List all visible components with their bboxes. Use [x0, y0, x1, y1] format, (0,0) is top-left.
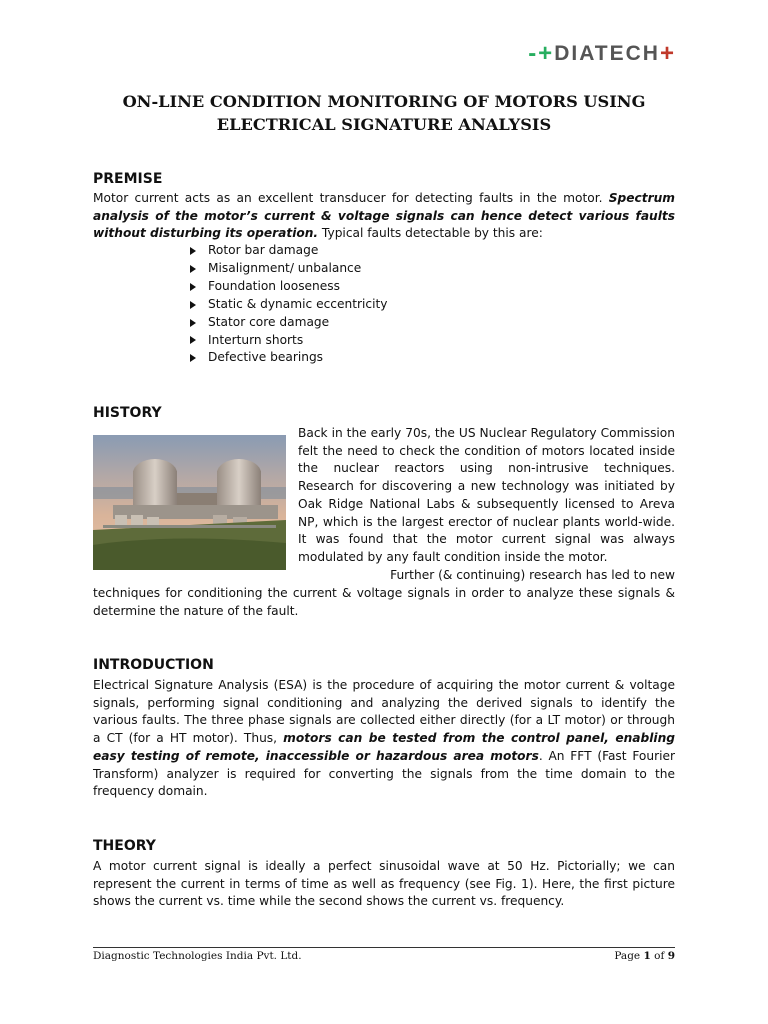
introduction-text-emphasis: motors can be tested from the control panel, enabling easy testing of remote, inaccessible or hazardous area motors	[93, 731, 676, 763]
logo-plus-icon: -+	[528, 40, 555, 67]
title-line-2: ELECTRICAL SIGNATURE ANALYSIS	[216, 115, 552, 134]
footer-divider	[93, 947, 675, 948]
introduction-paragraph	[93, 677, 675, 801]
bullet-triangle-icon	[190, 247, 196, 255]
list-item-label: Interturn shorts	[208, 332, 304, 347]
history-text-wide-a: Further (& continuing) research has led to new	[390, 568, 675, 582]
premise-heading: PREMISE	[93, 171, 163, 187]
premise-text-emphasis: Spectrum analysis of the motor’s current & voltage signals can hence detect various faults without disturbing its operation.	[93, 191, 675, 241]
document-title	[93, 90, 675, 136]
list-item-label: Rotor bar damage	[208, 243, 319, 257]
page-current: 1	[643, 950, 651, 962]
premise-paragraph	[93, 190, 675, 243]
title-line-1: ON-LINE CONDITION MONITORING OF MOTORS USING	[122, 92, 646, 111]
history-paragraph-wide: techniques for conditioning the current & voltage signals in order to analyze these signals & determine the nature of the fault.	[93, 586, 675, 618]
premise-text-a: Motor current acts as an excellent transducer for detecting faults in the motor.	[93, 191, 609, 205]
list-item	[190, 242, 387, 260]
company-logo	[528, 42, 676, 66]
list-item	[190, 260, 387, 278]
premise-text-c: Typical faults detectable by this are:	[318, 226, 543, 241]
list-item	[190, 314, 387, 332]
fault-list	[190, 242, 387, 367]
logo-text: DIATECH	[554, 42, 660, 65]
page-label: Page	[614, 950, 644, 962]
bullet-triangle-icon	[190, 283, 196, 291]
introduction-text-a: Electrical Signature Analysis (ESA) is the procedure of acquiring the motor current & voltage signals, performing signal conditioning and analyzing the derived signals to identify the various faults. The three phase signals are collected either directly (for a LT motor) or through a CT (for a HT motor). Thus,	[93, 678, 675, 746]
bullet-triangle-icon	[190, 336, 196, 344]
introduction-text-c: . An FFT (Fast Fourier Transform) analyzer is required for converting the signals from the time domain to the frequency domain.	[93, 748, 675, 799]
nuclear-plant-image	[93, 435, 286, 570]
introduction-heading: INTRODUCTION	[93, 657, 214, 673]
footer-company: Diagnostic Technologies India Pvt. Ltd.	[93, 950, 302, 962]
list-item	[190, 278, 387, 296]
page-total: 9	[667, 950, 675, 962]
bullet-triangle-icon	[190, 319, 196, 327]
history-heading: HISTORY	[93, 405, 162, 421]
history-paragraph-continuation	[93, 567, 675, 585]
list-item-label: Static & dynamic eccentricity	[208, 296, 388, 311]
list-item	[190, 332, 387, 350]
bullet-triangle-icon	[190, 354, 196, 362]
bullet-triangle-icon	[190, 301, 196, 309]
theory-paragraph: A motor current signal is ideally a perfect sinusoidal wave at 50 Hz. Pictorially; we can represent the current in terms of time as well as frequency (see Fig. 1). Here, the first picture shows the current vs. time while the second shows the current vs. frequency.	[93, 859, 675, 909]
list-item-label: Defective bearings	[208, 350, 324, 365]
list-item-label: Foundation looseness	[208, 278, 340, 293]
bullet-triangle-icon	[190, 265, 196, 273]
nuclear-plant-photo	[93, 435, 286, 570]
list-item-label: Stator core damage	[208, 314, 330, 329]
logo-plus-icon: +	[659, 40, 676, 67]
history-paragraph-narrow: Back in the early 70s, the US Nuclear Regulatory Commission felt the need to check the condition of motors located inside the nuclear reactors using non-intrusive techniques. Research for discovering a new technology was initiated by Oak Ridge National Labs & subsequently licensed to Areva NP, which is the largest erector of nuclear plants world-wide. It was found that the motor current signal was always modulated by any fault condition inside the motor.	[298, 426, 675, 564]
footer-page-number	[614, 950, 675, 962]
list-item	[190, 349, 387, 367]
list-item	[190, 296, 387, 314]
theory-heading: THEORY	[93, 838, 156, 854]
list-item-label: Misalignment/ unbalance	[208, 260, 362, 275]
page-of-label: of	[650, 950, 668, 962]
